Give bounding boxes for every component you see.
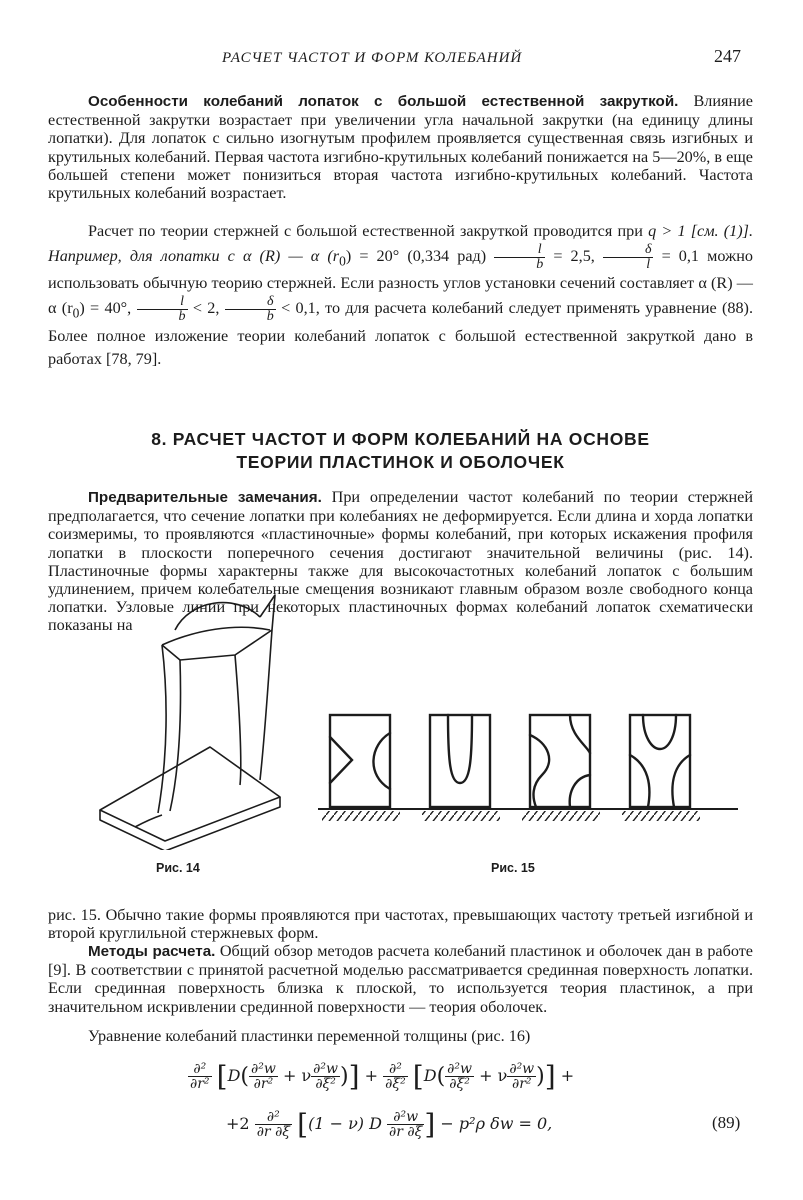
math-symbol: + (282, 1066, 297, 1085)
fraction-numerator: ∂²w (251, 1061, 276, 1077)
bracket: [ (297, 1108, 309, 1141)
paragraph-body: При определении частот колебаний по теории стержней предполагается, что сечение лопатки при колебаниях не деформируется. Если длина и хорда лопатки соизмеримы, то проявляются «пластиночные» формы колебаний, при которых искажения профиля лопатки в плоскости поперечного сечения достигают значительной величины (рис. 14). Пластиночные формы характерны также для высокочастотных колебаний лопаток с большим удлинением, причем колебательные смещения возникают главным образом возле свободного конца лопатки. Узловые линии при некоторых пластиночных формах колебаний лопаток схематически показаны на (48, 488, 754, 635)
fraction-denominator: ∂ξ² (385, 1076, 406, 1092)
fraction-denominator: ∂ξ² (449, 1076, 470, 1092)
math-symbol: + (560, 1066, 575, 1085)
paragraph-lead: Особенности колебаний лопаток с большой естественной закруткой. (88, 93, 679, 110)
text-run: Расчет по теории стержней с большой естественной закруткой проводится при (88, 222, 649, 240)
blade-platform-top (100, 747, 280, 841)
math-symbol: 2 (239, 1114, 250, 1133)
section-heading-line: ТЕОРИИ ПЛАСТИНОК И ОБОЛОЧЕК (236, 452, 565, 472)
fraction-d2w-dxi2 (311, 1062, 340, 1091)
section-heading-line: 8. РАСЧЕТ ЧАСТОТ И ФОРМ КОЛЕБАНИЙ НА ОСНОВЕ (151, 429, 650, 449)
equation-number: (89) (712, 1113, 741, 1132)
text-run: < 0,1, то для расчета колебаний следует применять уравнение (88). Более полное изложение теории колебаний лопаток с большой естественной закруткой дано в работах [78, 79]. (48, 299, 753, 368)
math-symbol: + (364, 1066, 379, 1085)
running-title: РАСЧЕТ ЧАСТОТ И ФОРМ КОЛЕБАНИЙ (222, 50, 523, 66)
text-run: ) = 20° (0,334 рад) (345, 247, 495, 266)
blade-tip-corner (260, 595, 275, 630)
paragraph-calc (48, 220, 753, 371)
blade-mid-line (170, 660, 181, 811)
fraction-d2-drdxi (255, 1110, 292, 1139)
math-run: q > 1 [см. (1)]. Например, для лопатки с α (R) — α (r (48, 222, 753, 266)
fraction-numerator: ∂²w (447, 1061, 472, 1077)
nodal-plate-4 (630, 715, 690, 807)
fraction-numerator: ∂²w (387, 1110, 424, 1125)
figure-14-blade (70, 575, 305, 850)
nodal-plate-1 (330, 715, 390, 807)
bracket: [ (216, 1060, 228, 1093)
bracket: ] (424, 1108, 436, 1141)
fraction-d2-dr2 (188, 1062, 212, 1091)
blade-tip-section (162, 630, 272, 660)
fraction-denominator: b (266, 309, 274, 325)
fraction-d2-dxi2 (383, 1062, 408, 1091)
section-heading (48, 428, 753, 474)
figure-caption: Рис. 14 (156, 861, 200, 875)
bracket: [ (412, 1060, 424, 1093)
blade-root-curve (135, 815, 162, 827)
fraction-d2w-dxi2 (445, 1062, 474, 1091)
math-subscript: 0 (72, 305, 80, 321)
math-run: (1 − ν) D (308, 1114, 382, 1133)
figure-15-nodal-lines (318, 705, 738, 840)
bracket: ] (348, 1060, 360, 1093)
fraction-numerator: δ (225, 295, 276, 310)
equation-89-line2 (226, 1108, 552, 1141)
text-run: = 2,5, (545, 247, 595, 266)
fraction-denominator: b (536, 257, 544, 272)
fraction-denominator: ∂r ∂ξ (389, 1124, 423, 1140)
paren: ) (340, 1064, 349, 1089)
fraction-l-b (494, 243, 545, 272)
paragraph-twist (48, 92, 753, 202)
text-run: ) = 40°, (79, 299, 137, 318)
math-symbol: + (226, 1114, 240, 1133)
fraction-numerator: ∂²w (509, 1061, 535, 1077)
fraction-numerator: ∂²w (313, 1061, 339, 1077)
math-symbol: D (423, 1066, 437, 1085)
blade-leading-edge (158, 645, 166, 813)
fraction-numerator: l (137, 295, 188, 310)
blade-tip-bulge (175, 603, 260, 630)
paragraph-continued: рис. 15. Обычно такие формы проявляются при частотах, превышающих частоту третьей изгибной и второй круглильной стержневых форм. (48, 906, 753, 943)
math-symbol: ν (497, 1066, 508, 1085)
equation-89-line1 (188, 1060, 574, 1093)
paren: ( (240, 1064, 249, 1089)
fraction-denominator: ∂r² (511, 1076, 532, 1092)
paren: ( (436, 1064, 446, 1089)
fraction-denominator: b (178, 309, 186, 325)
nodal-plate-2 (430, 715, 490, 807)
fraction-numerator: ∂² (188, 1062, 212, 1077)
nodal-plate-3 (530, 715, 590, 807)
blade-trailing-edge (260, 630, 272, 780)
fraction-numerator: ∂² (383, 1062, 408, 1077)
paragraph-methods (48, 942, 753, 1016)
fraction-delta-b (225, 295, 276, 324)
math-symbol: D (227, 1066, 241, 1085)
math-symbol: ν (301, 1066, 312, 1085)
paragraph-lead: Методы расчета. (88, 943, 216, 960)
fraction-denominator: l (646, 257, 651, 272)
fraction-denominator: ∂ξ² (315, 1076, 336, 1092)
fraction-d2w-drdxi (387, 1110, 424, 1139)
fraction-denominator: ∂r ∂ξ (256, 1124, 291, 1140)
fraction-numerator: ∂² (255, 1110, 292, 1125)
paragraph-body: Влияние естественной закрутки возрастает при увеличении угла начальной закрутки (на единицу длины лопатки). Для лопаток с сильно изогнутым профилем проявляется существенная связь изгибных и крутильных колебаний. Первая частота изгибно-крутильных колебаний понижается на 5—20%, в еще большей степени может понизиться вторая частота изгибно-крутильных колебаний. Частота крутильных колебаний возрастает. (48, 92, 753, 203)
math-symbol: + (479, 1066, 493, 1085)
fraction-denominator: ∂r² (190, 1076, 210, 1092)
math-subscript: 0 (339, 253, 346, 269)
bracket: ] (544, 1060, 556, 1093)
text-run: = 0,1 можно использовать обычную теорию стержней. Если разность углов установки сечений составляет α (R) — α (r (48, 247, 753, 318)
running-header (0, 46, 803, 70)
paren: ) (536, 1064, 545, 1089)
figure-caption: Рис. 15 (491, 861, 535, 875)
equation-intro: Уравнение колебаний пластинки переменной толщины (рис. 16) (88, 1027, 531, 1045)
fraction-d2w-dr2 (507, 1062, 536, 1091)
fraction-numerator: δ (603, 243, 654, 258)
fraction-numerator: l (494, 243, 545, 258)
fraction-denominator: ∂r² (253, 1076, 274, 1092)
text-run: < 2, (187, 299, 225, 318)
page-number: 247 (714, 46, 741, 66)
paragraph-lead: Предварительные замечания. (88, 489, 322, 506)
fraction-l-b (137, 295, 188, 324)
fixed-support-hatching (318, 809, 738, 821)
fraction-delta-l (603, 243, 654, 272)
fraction-d2w-dr2 (249, 1062, 278, 1091)
math-run: − p²ρ δw = 0, (440, 1114, 553, 1133)
paragraph-body: Общий обзор методов расчета колебаний пластинок и оболочек дан в работе [9]. В соответствии с принятой расчетной моделью рассматривается срединная поверхность лопатки. Если срединная поверхность близка к плоской, то используется теория пластинок, а при значительном искривлении срединной поверхности — теория оболочек. (48, 942, 753, 1016)
